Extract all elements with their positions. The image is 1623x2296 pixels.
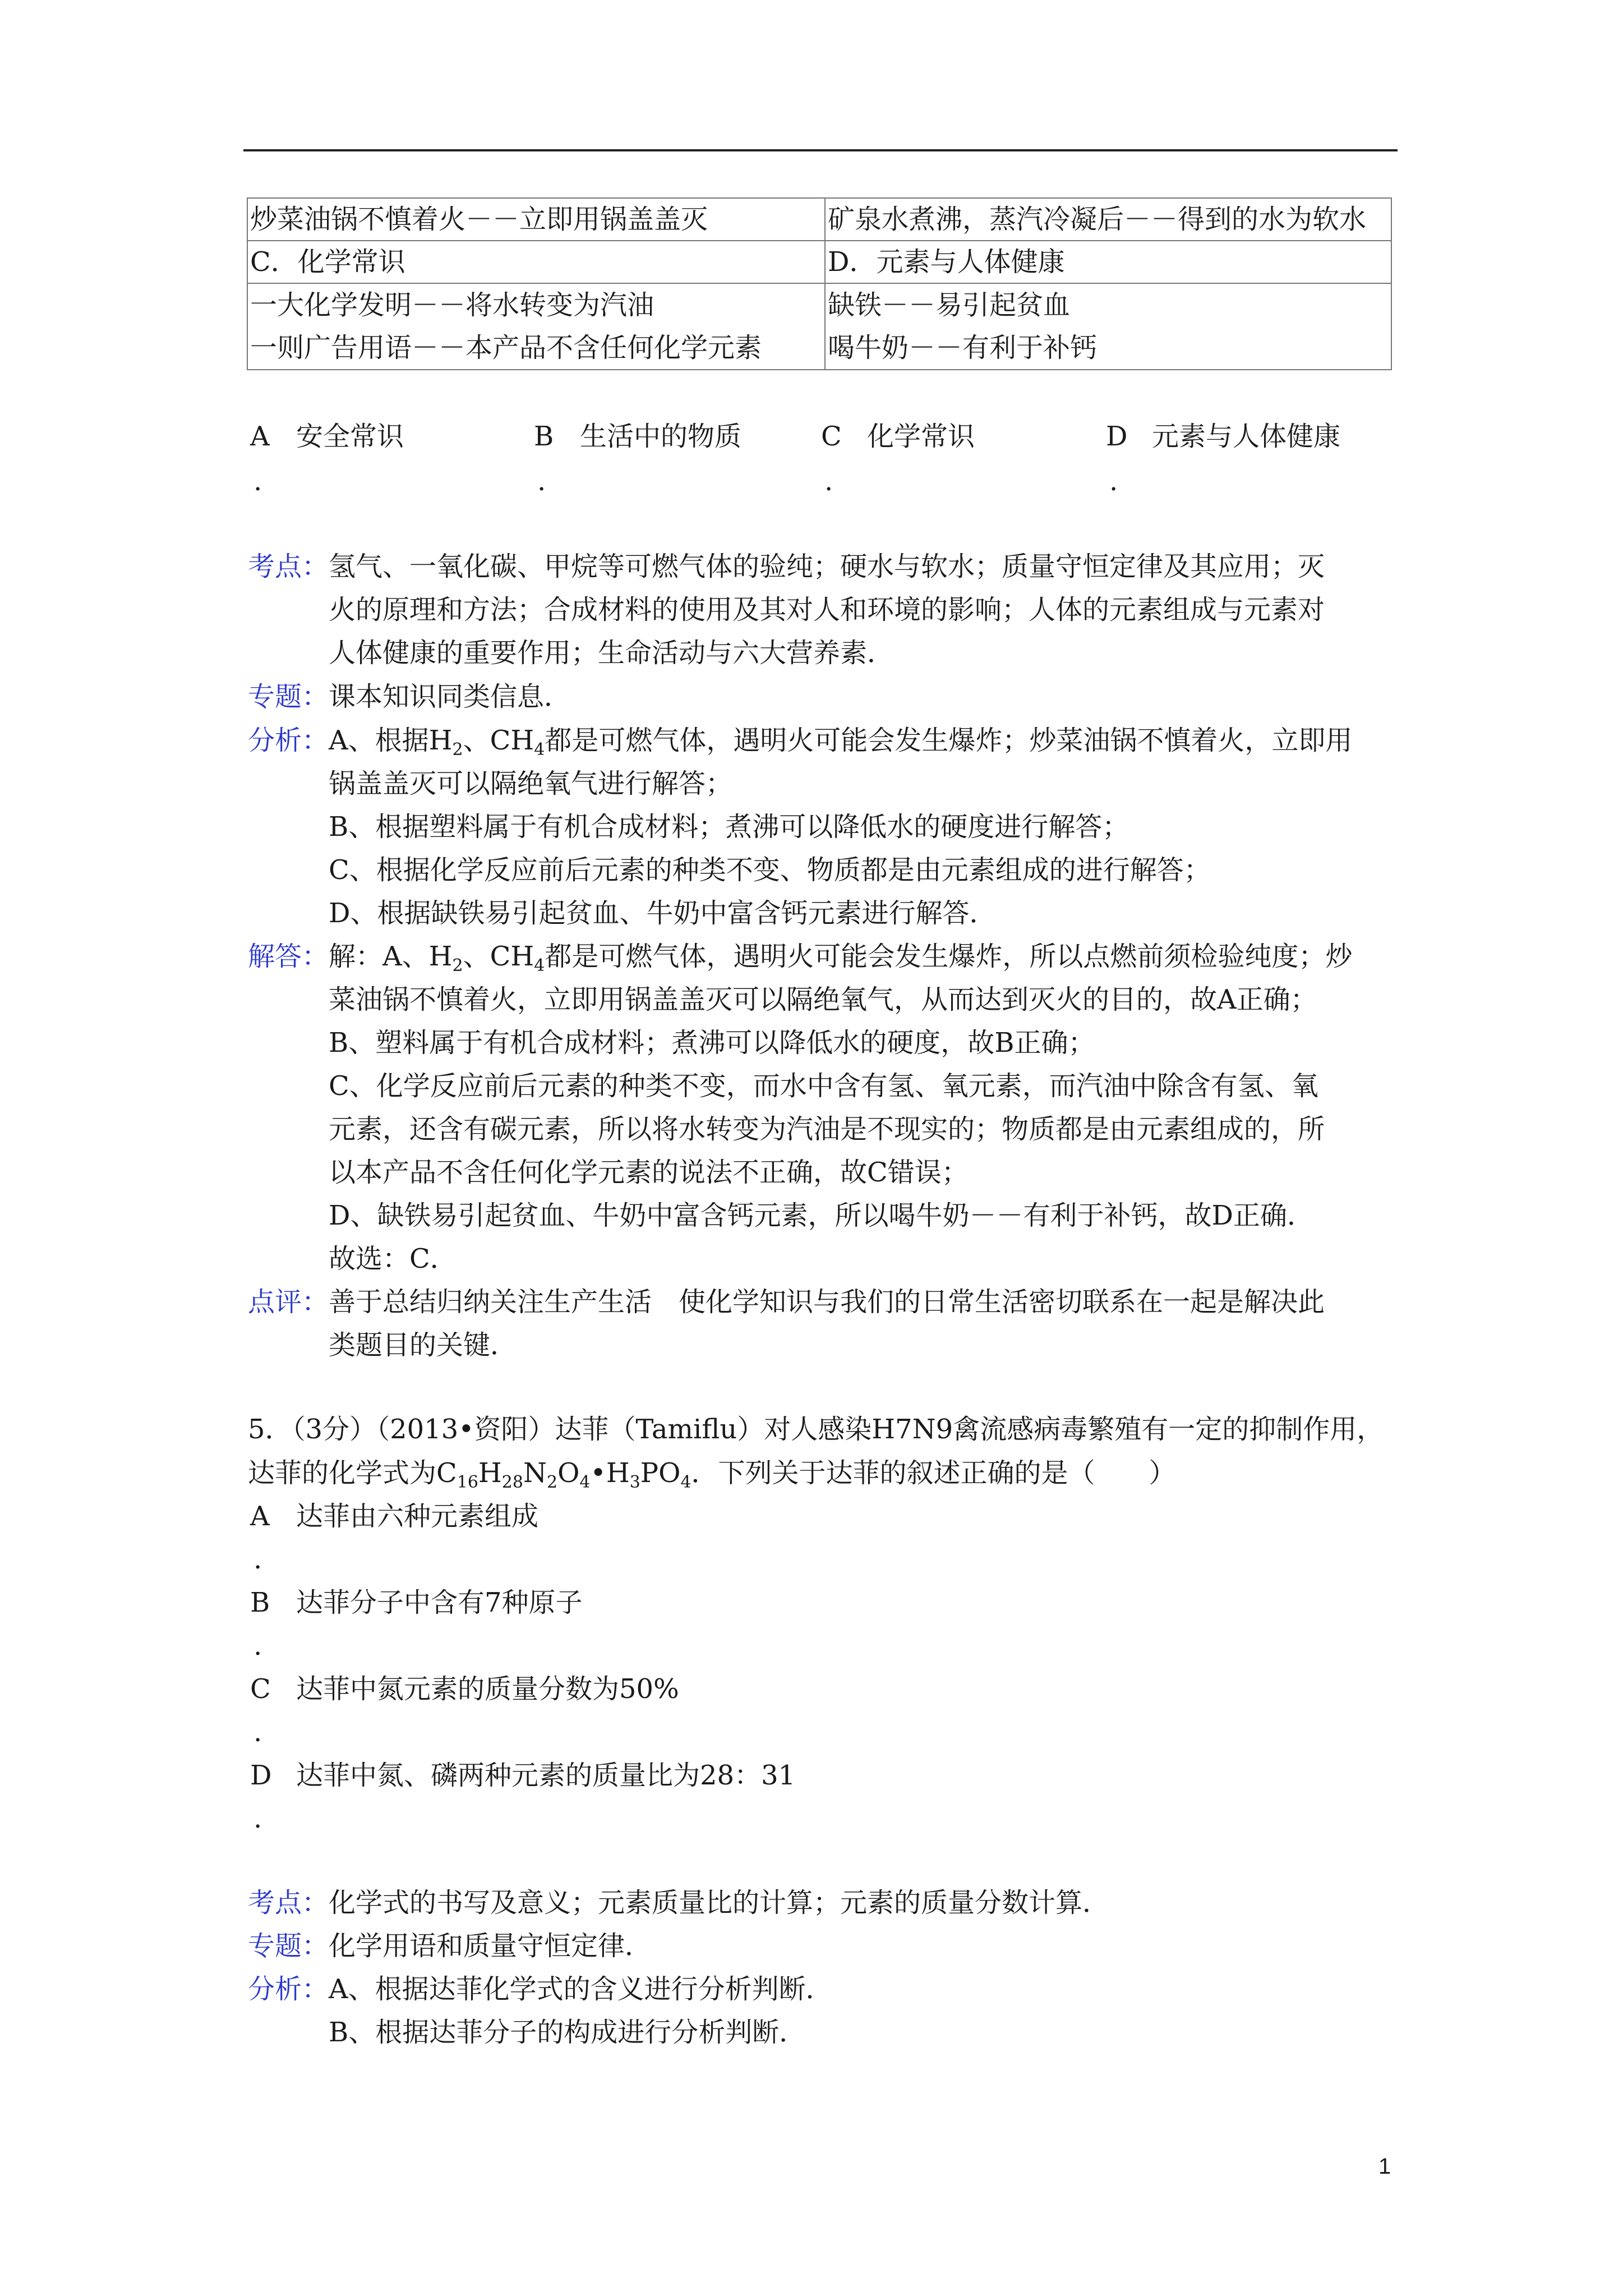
option-letter: B bbox=[250, 1587, 270, 1618]
option-text: 达菲中氮、磷两种元素的质量比为28：31 bbox=[296, 1760, 796, 1791]
page-number: 1 bbox=[1378, 2154, 1391, 2179]
table-row bbox=[247, 283, 1391, 370]
zhuanti-label: 专题： bbox=[248, 1930, 329, 1962]
option-text: 安全常识 bbox=[296, 421, 404, 452]
kaodian-label: 考点： bbox=[248, 1887, 329, 1918]
option-letter: D bbox=[1106, 421, 1128, 452]
option-letter: D bbox=[250, 1760, 272, 1791]
dianping-label: 点评： bbox=[248, 1286, 329, 1318]
dianping-line: 善于总结归纳关注生产生活 使化学知识与我们的日常生活密切联系在一起是解决此 bbox=[329, 1286, 1325, 1318]
dianping-line: 类题目的关键． bbox=[329, 1329, 518, 1361]
fenxi-line: B、根据达菲分子的构成进行分析判断． bbox=[329, 2017, 806, 2048]
option-dot: . bbox=[253, 1717, 262, 1748]
jieda-line: 元素，还含有碳元素，所以将水转变为汽油是不现实的；物质都是由元素组成的，所 bbox=[329, 1114, 1325, 1145]
option-dot: . bbox=[253, 1544, 262, 1575]
option-text: 化学常识 bbox=[867, 421, 975, 452]
kaodian-line: 人体健康的重要作用；生命活动与六大营养素． bbox=[329, 637, 895, 669]
option-dot: . bbox=[253, 1630, 262, 1662]
cell-line: 缺铁－－易引起贫血 bbox=[828, 289, 1071, 321]
option-letter: A bbox=[250, 421, 270, 452]
zhuanti-text: 课本知识同类信息． bbox=[329, 681, 571, 712]
zhuanti-label: 专题： bbox=[248, 681, 329, 712]
kaodian-text: 化学式的书写及意义；元素质量比的计算；元素的质量分数计算． bbox=[329, 1887, 1110, 1918]
fenxi-line: D、根据缺铁易引起贫血、牛奶中富含钙元素进行解答． bbox=[329, 898, 997, 929]
fenxi-label: 分析： bbox=[248, 725, 329, 756]
option-text: 达菲分子中含有7种原子 bbox=[296, 1587, 583, 1618]
option-dot: . bbox=[253, 466, 262, 497]
table-cell bbox=[247, 283, 825, 370]
option-dot: . bbox=[1109, 466, 1118, 497]
kaodian-label: 考点： bbox=[248, 551, 329, 582]
question-stem: 5．（3分）（2013•资阳）达菲（Tamiflu）对人感染H7N9禽流感病毒繁殖有一定的抑制作用， bbox=[248, 1414, 1384, 1445]
cell-line: 一则广告用语－－本产品不含任何化学元素 bbox=[250, 332, 762, 364]
fenxi-line: A、根据$H_2$、$CH_4$都是可燃气体，遇明火可能会发生爆炸；炒菜油锅不慎着火，立即用 bbox=[329, 725, 1353, 760]
jieda-label: 解答： bbox=[248, 941, 329, 972]
question-stem: 达菲的化学式为$C_{16}H_{28}N_2O_4•H_3PO_4$．下列关于达菲的叙述正确的是（ ） bbox=[248, 1457, 1176, 1492]
cell-line: 喝牛奶－－有利于补钙 bbox=[828, 332, 1098, 364]
option-text: 达菲中氮元素的质量分数为50% bbox=[296, 1673, 679, 1705]
jieda-line: 故选：C． bbox=[329, 1243, 457, 1274]
table-row bbox=[247, 198, 1391, 241]
table-row bbox=[247, 241, 1391, 283]
jieda-line: 以本产品不含任何化学元素的说法不正确，故C错误； bbox=[329, 1157, 969, 1188]
option-text: 达菲由六种元素组成 bbox=[296, 1501, 539, 1532]
jieda-line: 菜油锅不慎着火，立即用锅盖盖灭可以隔绝氧气，从而达到灭火的目的，故A正确； bbox=[329, 984, 1317, 1015]
kaodian-line: 火的原理和方法；合成材料的使用及其对人和环境的影响；人体的元素组成与元素对 bbox=[329, 594, 1325, 625]
table-cell: C．化学常识 bbox=[247, 241, 825, 283]
option-text: 元素与人体健康 bbox=[1152, 421, 1341, 452]
option-letter: C bbox=[250, 1673, 271, 1705]
cell-line: 一大化学发明－－将水转变为汽油 bbox=[250, 289, 654, 321]
fenxi-label: 分析： bbox=[248, 1973, 329, 2005]
option-dot: . bbox=[537, 466, 546, 497]
table-cell: 炒菜油锅不慎着火－－立即用锅盖盖灭 bbox=[247, 198, 825, 241]
option-letter: A bbox=[250, 1501, 270, 1532]
fenxi-line: 锅盖盖灭可以隔绝氧气进行解答； bbox=[329, 768, 733, 799]
kaodian-line: 氢气、一氧化碳、甲烷等可燃气体的验纯；硬水与软水；质量守恒定律及其应用；灭 bbox=[329, 551, 1325, 582]
option-dot: . bbox=[824, 466, 833, 497]
option-text: 生活中的物质 bbox=[580, 421, 742, 452]
option-letter: B bbox=[534, 421, 554, 452]
fenxi-line: C、根据化学反应前后元素的种类不变、物质都是由元素组成的进行解答； bbox=[329, 854, 1211, 886]
jieda-line: B、塑料属于有机合成材料；煮沸可以降低水的硬度，故B正确； bbox=[329, 1027, 1095, 1059]
header-rule bbox=[243, 149, 1398, 151]
option-dot: . bbox=[253, 1803, 262, 1834]
jieda-line: 解：A、$H_2$、$CH_4$都是可燃气体，遇明火可能会发生爆炸，所以点燃前须检验纯度；炒 bbox=[329, 941, 1353, 976]
table-cell: D．元素与人体健康 bbox=[825, 241, 1391, 283]
jieda-line: D、缺铁易引起贫血、牛奶中富含钙元素，所以喝牛奶－－有利于补钙，故D正确． bbox=[329, 1200, 1314, 1231]
zhuanti-text: 化学用语和质量守恒定律． bbox=[329, 1930, 652, 1962]
fenxi-line: B、根据塑料属于有机合成材料；煮沸可以降低水的硬度进行解答； bbox=[329, 811, 1129, 843]
options-table bbox=[247, 197, 1392, 370]
table-cell bbox=[825, 283, 1391, 370]
option-letter: C bbox=[821, 421, 842, 452]
jieda-line: C、化学反应前后元素的种类不变，而水中含有氢、氧元素，而汽油中除含有氢、氧 bbox=[329, 1070, 1318, 1102]
table-cell: 矿泉水煮沸，蒸汽冷凝后－－得到的水为软水 bbox=[825, 198, 1391, 241]
fenxi-line: A、根据达菲化学式的含义进行分析判断． bbox=[329, 1973, 833, 2005]
